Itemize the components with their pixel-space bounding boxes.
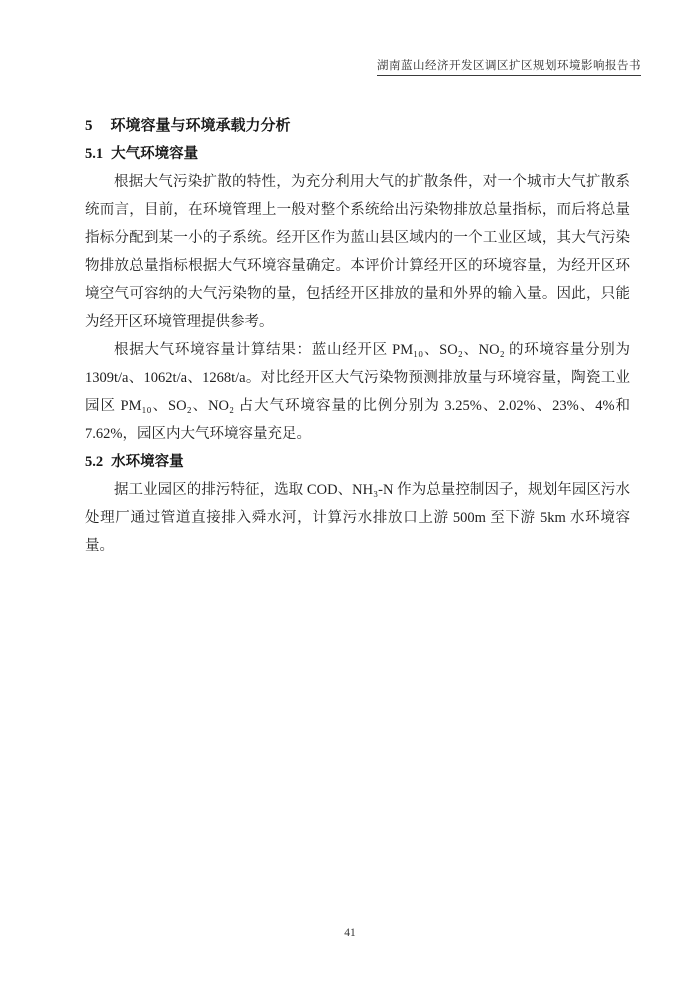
section-heading-water	[85, 448, 630, 476]
section-heading-air	[85, 140, 630, 168]
chapter-heading	[85, 112, 630, 140]
chapter-title: 环境容量与环境承载力分析	[110, 117, 291, 134]
section-number-water: 5.2	[85, 454, 104, 470]
paragraph-water-1: 据工业园区的排污特征，选取 COD、NH₃-N 作为总量控制因子，规划年园区污水处理厂通过管道直接排入舜水河，计算污水排放口上游 500m 至下游 5km 水环境容量。	[85, 482, 630, 554]
document-body	[85, 112, 630, 560]
section-title-water: 水环境容量	[111, 454, 184, 470]
running-header-title: 湖南蓝山经济开发区调区扩区规划环境影响报告书	[377, 57, 641, 76]
page-number: 41	[344, 927, 356, 939]
running-header	[85, 57, 641, 76]
page-footer	[0, 927, 700, 939]
section-number-air: 5.1	[85, 146, 104, 162]
section-title-air: 大气环境容量	[111, 146, 199, 162]
paragraph-air-1: 根据大气污染扩散的特性，为充分利用大气的扩散条件，对一个城市大气扩散系统而言，目前，在环境管理上一般对整个系统给出污染物排放总量指标，而后将总量指标分配到某一小的子系统。经开区作为蓝山县区域内的一个工业区域，其大气污染物排放总量指标根据大气环境容量确定。本评价计算经开区的环境容量，为经开区环境空气可容纳的大气污染物的量，包括经开区排放的量和外界的输入量。因此，只能为经开区环境管理提供参考。	[85, 174, 630, 330]
paragraph-air-2: 根据大气环境容量计算结果：蓝山经开区 PM₁₀、SO₂、NO₂ 的环境容量分别为 1309t/a、1062t/a、1268t/a。对比经开区大气污染物预测排放量与环境容量，陶瓷工业园区 PM₁₀、SO₂、NO₂ 占大气环境容量的比例分别为 3.25%、2.02%、23%、4%和 7.62%，园区内大气环境容量充足。	[85, 342, 630, 442]
chapter-number: 5	[85, 118, 93, 134]
